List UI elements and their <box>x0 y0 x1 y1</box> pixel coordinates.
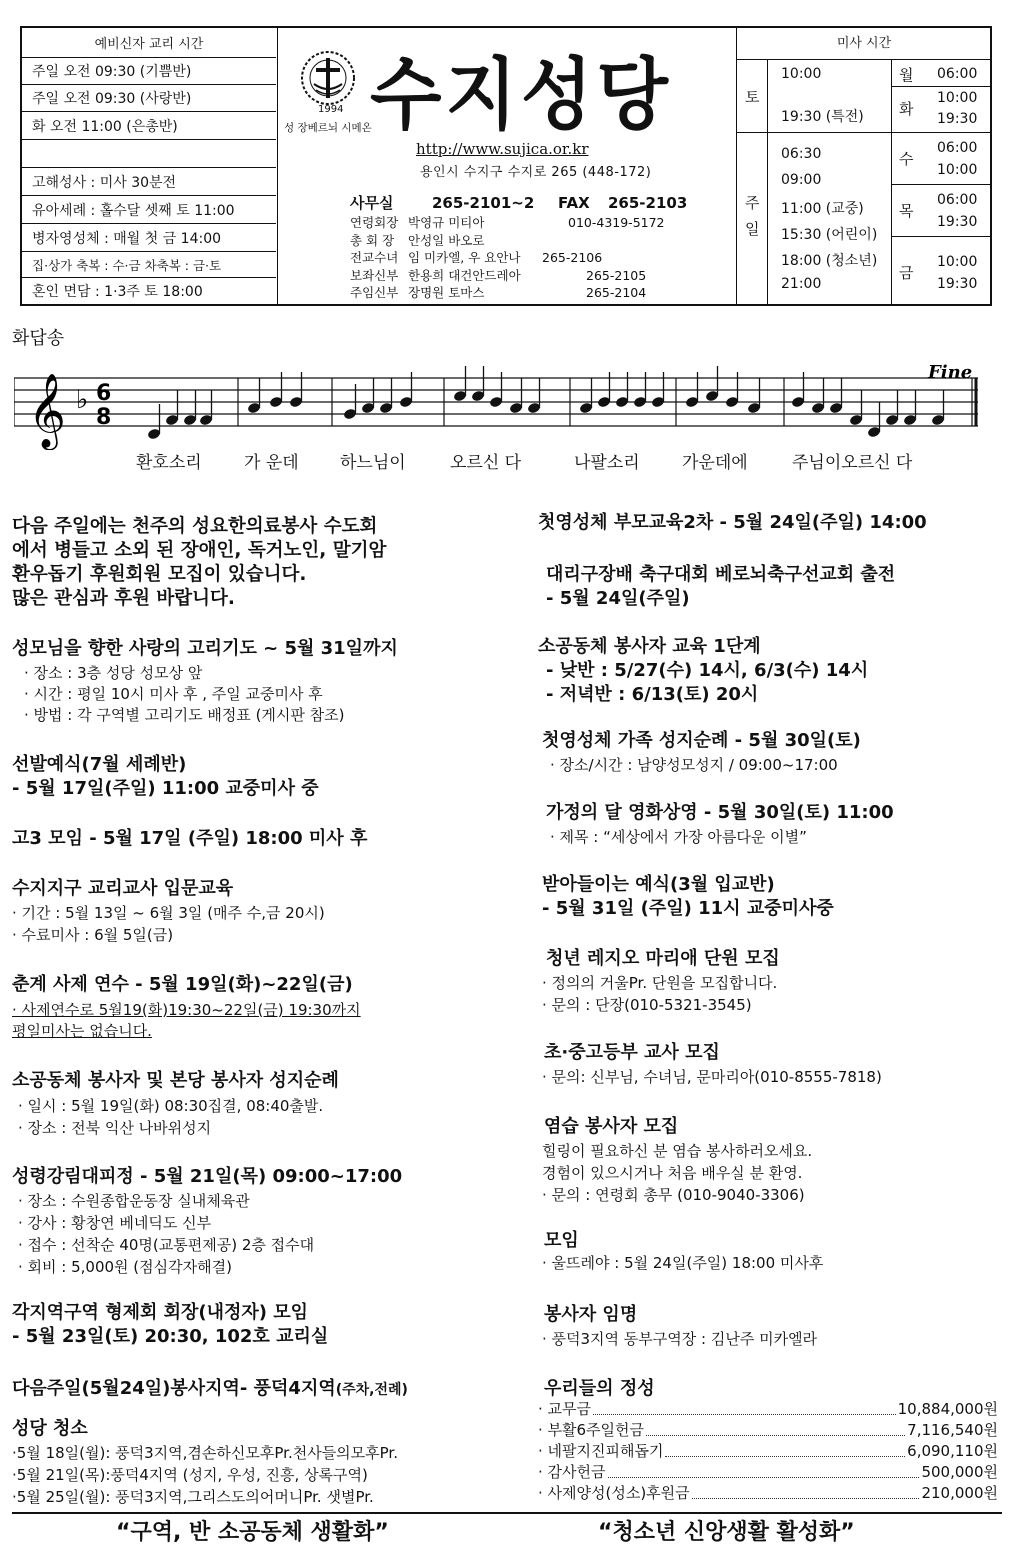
mass-time: 06:00 <box>937 66 978 82</box>
mass-schedule-title: 미사 시간 <box>737 28 991 60</box>
notice-detail: 힐링이 필요하신 분 염습 봉사하러오세요. <box>542 1142 813 1160</box>
lyric-phrase: 환호소리 <box>136 453 202 473</box>
sunday-label-2: 일 <box>745 220 760 238</box>
sunday-label-1: 주 <box>745 194 760 212</box>
sick-communion-time: 병자영성체 : 매월 첫 금 14:00 <box>22 224 276 252</box>
notice-heading: 소공동체 봉사자 및 본당 봉사자 성지순례 <box>12 1070 339 1091</box>
staff-role: 주임신부 <box>350 285 399 300</box>
notice-detail: · 접수 : 선착순 40명(교통편제공) 2층 접수대 <box>18 1236 315 1254</box>
notice-subheading: - 저녁반 : 6/13(토) 20시 <box>546 684 759 705</box>
fax-number: 265-2103 <box>608 194 688 212</box>
notice-heading: 소공동체 봉사자 교육 1단계 <box>538 636 761 657</box>
mass-time: 09:00 <box>781 172 822 188</box>
offering-label: · 네팔지진피해돕기 <box>538 1442 664 1460</box>
notice-detail: 평일미사는 없습니다. <box>12 1022 152 1040</box>
notice-detail: · 장소/시간 : 남양성모성지 / 09:00~17:00 <box>550 756 838 774</box>
lyric-phrase: 가 운데 <box>244 453 299 473</box>
staff-role: 전교수녀 <box>350 250 399 265</box>
staff-name: 박영규 미티아 <box>408 215 485 230</box>
offering-row <box>538 1463 998 1482</box>
offering-amount: 210,000원 <box>921 1484 998 1502</box>
notice-heading: 첫영성체 부모교육2차 - 5월 24일(주일) 14:00 <box>538 512 927 533</box>
notice-detail: · 풍덕3지역 동부구역장 : 김난주 미카엘라 <box>542 1330 818 1348</box>
notice-heading: 고3 모임 - 5월 17일 (주일) 18:00 미사 후 <box>12 828 368 849</box>
mass-time: 11:00 (교중) <box>781 201 864 217</box>
church-name: 수지성당 <box>370 50 672 141</box>
notice-heading: 춘계 사제 연수 - 5월 19일(화)~22일(금) <box>12 974 353 995</box>
lyric-phrase: 오르신 다 <box>450 453 522 473</box>
bulletin-header <box>20 26 992 306</box>
lyric-phrase: 나팔소리 <box>574 453 640 473</box>
mass-time: 10:00 <box>937 162 978 178</box>
mass-time: 15:30 (어린이) <box>781 227 878 243</box>
offering-row <box>538 1484 998 1503</box>
notice-heading: 대리구장배 축구대회 베로뇌축구선교회 출전 <box>546 564 896 585</box>
treble-clef-icon: 𝄞 <box>28 374 66 448</box>
staff-phone: 265-2106 <box>542 250 603 265</box>
notice-subheading: - 5월 17일(주일) 11:00 교중미사 중 <box>12 778 319 799</box>
blessing-schedule: 집·상가 축복 : 수·금 차축복 : 금·토 <box>22 252 276 278</box>
offering-amount: 7,116,540원 <box>907 1421 998 1439</box>
notice-subheading: - 5월 23일(토) 20:30, 102호 교리실 <box>12 1326 329 1347</box>
intro-line: 에서 병들고 소외 된 장애인, 독거노인, 말기암 <box>12 540 387 561</box>
intro-line: 환우돕기 후원회원 모집이 있습니다. <box>12 564 307 585</box>
mass-time: 19:30 <box>937 214 978 230</box>
mass-time: 06:30 <box>781 146 822 162</box>
church-info <box>278 28 736 304</box>
logo-year: 1994 <box>318 104 344 115</box>
offering-amount: 6,090,110원 <box>907 1442 998 1460</box>
lyric-phrase: 가운데에 <box>682 453 748 473</box>
lyric-phrase: 주님이오르신 다 <box>792 453 913 473</box>
mass-time: 10:00 <box>937 254 978 270</box>
notice-detail: · 문의 : 연령회 총무 (010-9040-3306) <box>542 1186 805 1204</box>
mass-time: 06:00 <box>937 192 978 208</box>
mass-time: 21:00 <box>781 276 822 292</box>
catechism-title: 예비신자 교리 시간 <box>22 28 276 58</box>
notice-detail: · 울뜨레야 : 5월 24일(주일) 18:00 미사후 <box>542 1254 824 1272</box>
staff-role: 총 회 장 <box>350 232 395 248</box>
office-contact <box>350 192 687 213</box>
weekday-label: 월 <box>899 66 914 84</box>
mass-time: 19:30 <box>937 276 978 292</box>
time-signature-top: 6 <box>96 381 112 406</box>
notice-detail: · 일시 : 5월 19일(화) 08:30집결, 08:40출발. <box>18 1097 324 1115</box>
weekday-label: 수 <box>899 150 914 168</box>
notice-heading: 청년 레지오 마리애 단원 모집 <box>546 948 780 969</box>
music-notes <box>147 366 945 440</box>
notice-detail: · 제목 : “세상에서 가장 아름다운 이별” <box>550 828 807 846</box>
notice-heading: 성모님을 향한 사랑의 고리기도 ~ 5월 31일까지 <box>12 638 398 659</box>
notice-heading: 수지지구 교리교사 입문교육 <box>12 878 234 899</box>
notice-detail: · 기간 : 5월 13일 ~ 6월 3일 (매주 수,금 20시) <box>12 904 325 922</box>
staff-row <box>350 267 665 285</box>
responsorial-psalm-title: 화답송 <box>12 328 65 349</box>
staff-phone: 010-4319-5172 <box>568 215 665 230</box>
weekday-label: 금 <box>899 264 914 282</box>
notice-heading: 염습 봉사자 모집 <box>544 1116 679 1137</box>
notice-detail: · 장소 : 수원종합운동장 실내체육관 <box>18 1192 250 1210</box>
notice-detail: · 장소 : 전북 익산 나바위성지 <box>18 1119 212 1137</box>
offering-label: · 부활6주일헌금 <box>538 1421 645 1439</box>
mass-time: 19:30 (특전) <box>781 109 864 125</box>
offering-row <box>538 1442 998 1461</box>
offering-label: · 사제양성(성소)후원금 <box>538 1484 690 1502</box>
notice-detail: · 정의의 거울Pr. 단원을 모집합니다. <box>542 974 778 992</box>
offering-label: · 교무금 <box>538 1400 592 1418</box>
mass-time: 19:30 <box>937 111 978 127</box>
notice-heading: 각지역구역 형제회 회장(내정자) 모임 <box>12 1302 309 1323</box>
cleaning-schedule-row: ·5월 18일(월): 풍덕3지역,겸손하신모후Pr.천사들의모후Pr. <box>12 1444 398 1462</box>
offering-row <box>538 1400 998 1419</box>
offering-label: · 감사헌금 <box>538 1463 606 1481</box>
cleaning-schedule-row: ·5월 21일(목):풍덕4지역 (성지, 우성, 진흥, 상록구역) <box>12 1466 368 1484</box>
staff-name: 안성일 바오로 <box>408 232 485 248</box>
infant-baptism-time: 유아세례 : 홀수달 셋째 토 11:00 <box>22 196 276 224</box>
hymn-lyrics <box>14 448 994 474</box>
weekday-label: 화 <box>899 100 914 118</box>
mass-time: 18:00 (청소년) <box>781 253 878 269</box>
catechism-row: 주일 오전 09:30 (기쁨반) <box>22 58 276 85</box>
notice-heading: 성당 청소 <box>12 1418 88 1439</box>
notice-heading: 초·중고등부 교사 모집 <box>544 1042 720 1063</box>
notice-detail: · 방법 : 각 구역별 고리기도 배정표 (게시판 참조) <box>24 706 345 724</box>
saturday-label: 토 <box>745 88 760 106</box>
intro-line: 많은 관심과 후원 바랍니다. <box>12 588 235 609</box>
staff-row <box>350 232 665 250</box>
notice-detail: · 강사 : 황창연 베네딕도 신부 <box>18 1214 212 1232</box>
staff-role: 보좌신부 <box>350 267 399 283</box>
music-staff <box>14 358 994 450</box>
notice-detail: · 사제연수로 5월19(화)19:30~22일(금) 19:30까지 <box>12 1001 361 1019</box>
service-area-heading: 다음주일(5월24일)봉사지역- 풍덕4지역 <box>12 1378 336 1399</box>
office-label: 사무실 <box>350 194 394 212</box>
motto-right: “청소년 신앙생활 활성화” <box>598 1520 855 1545</box>
cleaning-schedule-row: ·5월 25일(월): 풍덕3지역,그리스도의어머니Pr. 샛별Pr. <box>12 1488 374 1506</box>
notice-subheading: - 낮반 : 5/27(수) 14시, 6/3(수) 14시 <box>546 660 869 681</box>
catechism-row: 화 오전 11:00 (은총반) <box>22 112 276 140</box>
staff-name: 한용희 대건안드레아 <box>408 267 521 283</box>
catechism-row <box>22 140 276 168</box>
intro-line: 다음 주일에는 천주의 성요한의료봉사 수도회 <box>12 516 378 537</box>
notice-detail: 경험이 있으시거나 처음 배우실 분 환영. <box>542 1164 803 1182</box>
mass-time: 06:00 <box>937 140 978 156</box>
notice-detail: · 수료미사 : 6월 5일(금) <box>12 926 174 944</box>
notice-heading: 봉사자 임명 <box>544 1304 638 1325</box>
office-phone: 265-2101~2 <box>432 194 535 212</box>
notice-detail: · 장소 : 3층 성당 성모상 앞 <box>24 664 203 682</box>
offering-amount: 500,000원 <box>921 1463 998 1481</box>
staff-phone: 265-2105 <box>586 267 647 283</box>
offerings-heading: 우리들의 정성 <box>544 1378 655 1399</box>
mass-time: 10:00 <box>781 66 822 82</box>
offering-row <box>538 1421 998 1440</box>
staff-row <box>350 284 665 302</box>
staff-name: 임 미카엘, 우 요안나 <box>408 250 521 265</box>
flat-sign-icon: ♭ <box>76 385 89 415</box>
website-link[interactable]: http://www.sujica.or.kr <box>416 140 589 158</box>
notice-heading: 모임 <box>544 1230 579 1251</box>
staff-phone: 265-2104 <box>586 285 647 300</box>
fax-label: FAX <box>558 194 590 212</box>
church-address: 용인시 수지구 수지로 265 (448-172) <box>420 165 652 180</box>
fine-marking: Fine <box>928 362 973 383</box>
staff-role: 연령회장 <box>350 215 399 230</box>
notice-subheading: - 5월 24일(주일) <box>546 588 690 609</box>
staff-row <box>350 249 665 267</box>
notice-detail: · 회비 : 5,000원 (점심각자해결) <box>18 1258 232 1276</box>
notice-heading: 선발예식(7월 세례반) <box>12 754 187 775</box>
staff-list <box>350 214 665 302</box>
motto-left: “구역, 반 소공동체 생활화” <box>116 1520 389 1545</box>
lyric-phrase: 하느님이 <box>340 453 406 473</box>
notice-detail: · 문의: 신부님, 수녀님, 문마리아(010-8555-7818) <box>542 1068 882 1086</box>
mass-schedule-box <box>736 28 990 304</box>
notice-heading <box>12 1376 408 1403</box>
notice-heading: 받아들이는 예식(3월 입교반) <box>542 874 775 895</box>
patron-saint-name: 성 장베르뇌 시메온 <box>284 122 372 134</box>
notice-heading: 가정의 달 영화상영 - 5월 30일(토) 11:00 <box>546 802 894 823</box>
catechism-schedule-box <box>22 28 278 304</box>
catechism-row: 주일 오전 09:30 (사랑반) <box>22 85 276 112</box>
service-area-note: (주차,전례) <box>335 1382 408 1398</box>
confession-time: 고해성사 : 미사 30분전 <box>22 168 276 196</box>
staff-row <box>350 214 665 232</box>
notice-subheading: - 5월 31일 (주일) 11시 교중미사중 <box>542 898 834 919</box>
footer-divider <box>12 1512 1002 1514</box>
time-signature-bottom: 8 <box>96 405 112 430</box>
notice-detail: · 시간 : 평일 10시 미사 후 , 주일 교중미사 후 <box>24 685 323 703</box>
mass-time: 10:00 <box>937 90 978 106</box>
staff-name: 장명원 토마스 <box>408 285 485 300</box>
offering-amount: 10,884,000원 <box>897 1400 998 1418</box>
notice-heading: 첫영성체 가족 성지순례 - 5월 30일(토) <box>542 730 861 751</box>
weekday-label: 목 <box>899 202 914 220</box>
notice-heading: 성령강림대피정 - 5월 21일(목) 09:00~17:00 <box>12 1166 403 1187</box>
notice-detail: · 문의 : 단장(010-5321-3545) <box>542 996 752 1014</box>
wedding-interview-time: 혼인 면담 : 1·3주 토 18:00 <box>32 284 203 300</box>
